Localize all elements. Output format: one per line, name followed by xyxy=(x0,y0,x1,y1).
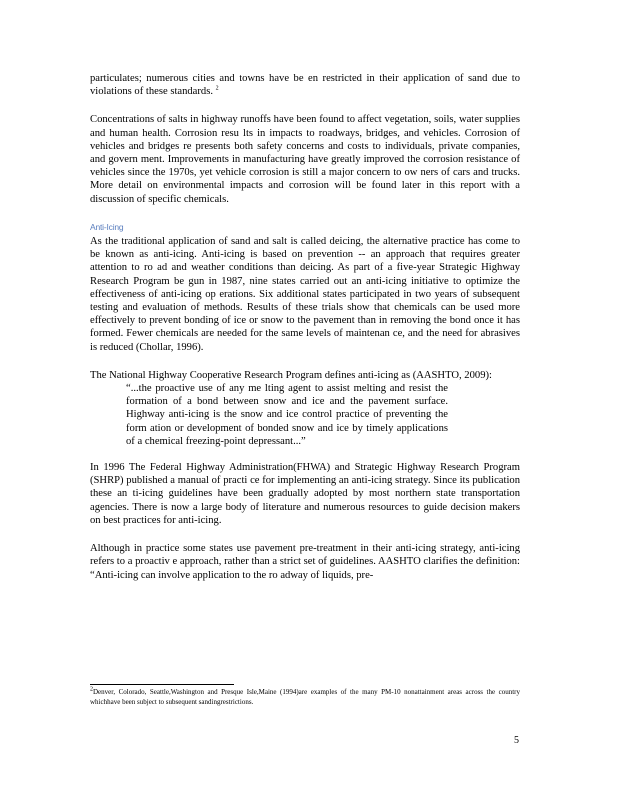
paragraph-particulates xyxy=(90,72,520,98)
footnote xyxy=(90,688,520,707)
footnote-text: Denver, Colorado, Seattle,Washington and Presque Isle,Maine (1994)are examples of the many PM-10 nonattainment areas across the country whichhave been subject to subsequent sandingrestrictions. xyxy=(90,688,520,706)
paragraph-anti-icing-intro: As the traditional application of sand and salt is called deicing, the alternative practice has come to be known as anti-icing. Anti-icing is based on prevention -- an approach that requires greater attention to ro ad and weather conditions than deicing. As part of a five-year Strategic Highway Research Program be gun in 1987, nine states carried out an anti-icing initiative to optimize the effectiveness of anti-icing op erations. Six additional states participated in two years of subsequent testing and evaluation of methods. Results of these trials show that chemicals can be used more effectively to prevent bonding of ice or snow to the pavement than in removing the bond once it has formed. Fewer chemicals are needed for the same levels of maintenan ce, and the need for abrasives is reduced (Chollar, 1996). xyxy=(90,236,520,353)
footnote-divider xyxy=(90,684,234,685)
paragraph-nchrp-definition: The National Highway Cooperative Research Program defines anti-icing as (AASHTO, 2009): xyxy=(90,369,492,381)
paragraph-particulates-text: particulates; numerous cities and towns have be en restricted in their application of sand due to violations of these standards. xyxy=(90,73,520,98)
footnote-mark: 2 xyxy=(90,686,93,693)
section-heading-anti-icing: Anti-Icing xyxy=(90,221,124,232)
paragraph-aashto-clarification: Although in practice some states use pavement pre-treatment in their anti-icing strategy, anti-icing refers to a proactiv e approach, rather than a strict set of guidelines. AASHTO clarifies the definition: “Anti-icing can involve application to the ro adway of liquids, pre- xyxy=(90,543,520,581)
paragraph-fhwa-shrp: In 1996 The Federal Highway Administration(FHWA) and Strategic Highway Research Program (SHRP) published a manual of practi ce for implementing an anti-icing strategy. Since its publication these an ti-icing guidelines have been gradually adopted by most northern state transportation agencies. There is now a large body of literature and numerous resources to guide decision makers on best practices for anti-icing. xyxy=(90,462,520,526)
paragraph-salt-concentrations: Concentrations of salts in highway runoffs have been found to affect vegetation, soils, water supplies and human health. Corrosion resu lts in impacts to roadways, bridges, and vehicles. Corrosion of vehicles and bridges re presents both safety concerns and costs to individuals, private companies, and govern ment. Improvements in manufacturing have greatly improved the corrosion resistance of vehicles since the 1970s, yet vehicle corrosion is still a major concern to ow ners of cars and trucks. More detail on environmental impacts and corrosion will be found later in this report with a discussion of specific chemicals. xyxy=(90,114,520,205)
body-text xyxy=(90,72,520,597)
page-number: 5 xyxy=(514,735,519,746)
block-quote-definition: “...the proactive use of any me lting agent to assist melting and resist the formation of a bond between snow and ice and the pavement surface. Highway anti-icing is the snow and ice control practice of preventing the form ation or development of bonded snow and ice by timely applications of a chemical freezing-point depressant...” xyxy=(126,383,448,447)
footnote-reference[interactable]: 2 xyxy=(215,85,219,92)
